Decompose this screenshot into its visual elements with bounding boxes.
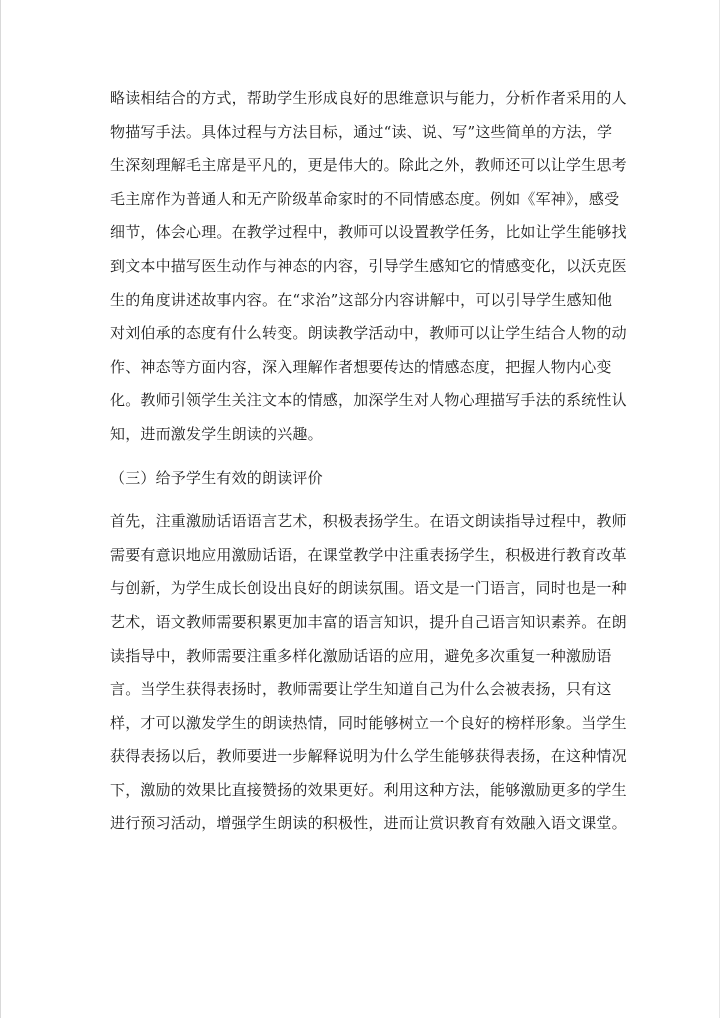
text-line: 与创新，为学生成长创设出良好的朗读氛围。语文是一门语言，同时也是一种 [110,579,627,598]
text-line: 艺术，语文教师需要积累更加丰富的语言知识，提升自己语言知识素养。在朗 [110,612,627,631]
paragraph-2 [110,505,627,841]
text-line: 细节，体会心理。在教学过程中，教师可以设置教学任务，比如让学生能够找 [110,223,627,242]
text-line: 到文本中描写医生动作与神态的内容，引导学生感知它的情感变化，以沃克医 [110,256,627,275]
text-line: 略读相结合的方式，帮助学生形成良好的思维意识与能力，分析作者采用的人 [110,89,627,107]
text-line: 读指导中，教师需要注重多样化激励话语的应用，避免多次重复一种激励语 [110,646,612,665]
text-line: 知，进而激发学生朗读的兴趣。 [110,424,323,443]
text-line: 首先，注重激励话语语言艺术，积极表扬学生。在语文朗读指导过程中，教师 [110,512,627,531]
text-line: 获得表扬以后，教师要进一步解释说明为什么学生能够获得表扬，在这种情况 [110,747,627,766]
text-line: 下，激励的效果比直接赞扬的效果更好。利用这种方法，能够激励更多的学生 [110,780,627,799]
text-line: 样，才可以激发学生的朗读热情，同时能够树立一个良好的榜样形象。当学生 [110,713,627,732]
text-line: 毛主席作为普通人和无产阶级革命家时的不同情感态度。例如《军神》，感受 [110,189,620,208]
page-left-edge [0,0,1,1018]
document-body [110,82,627,841]
text-line: 化。教师引领学生关注文本的情感，加深学生对人物心理描写手法的系统性认 [110,391,627,410]
text-line: 生的角度讲述故事内容。在“求治”这部分内容讲解中，可以引导学生感知他 [110,290,613,309]
text-line: 作、神态等方面内容，深入理解作者想要传达的情感态度，把握人物内心变 [110,357,612,376]
section-heading: （三）给予学生有效的朗读评价 [110,468,323,487]
paragraph-1 [110,82,627,452]
text-line: 需要有意识地应用激励话语，在课堂教学中注重表扬学生，积极进行教育改革 [110,545,627,564]
text-line: 物描写手法。具体过程与方法目标，通过“读、说、写”这些简单的方法，学 [110,122,613,141]
text-line: 进行预习活动，增强学生朗读的积极性，进而让赏识教育有效融入语文课堂。 [110,814,627,833]
text-line: 生深刻理解毛主席是平凡的，更是伟大的。除此之外，教师还可以让学生思考 [110,156,627,175]
text-line: 言。当学生获得表扬时，教师需要让学生知道自己为什么会被表扬，只有这 [110,680,612,699]
text-line: 对刘伯承的态度有什么转变。朗读教学活动中，教师可以让学生结合人物的动 [110,324,627,343]
